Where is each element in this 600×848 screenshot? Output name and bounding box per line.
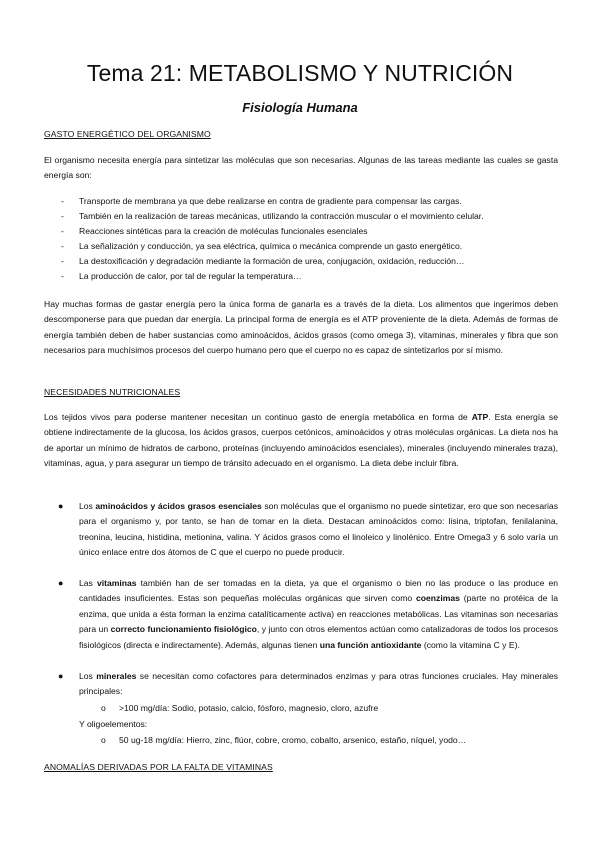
paragraph-nutrition-intro: Los tejidos vivos para poderse mantener necesitan un continuo gasto de energía metabólica en forma de ATP. Esta energía se obtiene indirectamente de la glucosa, los ácidos grasos, cuerpos cetónicos, aminoácidos y otras moléculas orgánicas. La dieta nos ha de aportar un mínimo de hidratos de carbono, proteínas (incluyendo aminoácidos esenciales), minerales (incluyendo minerales traza), vitaminas, agua, y para asegurar un tiempo de tránsito adecuado en el organismo. La dieta debe incluir fibra. xyxy=(44,412,558,469)
list-item: - La señalización y conducción, ya sea eléctrica, química o mecánica comprende un gasto energético. xyxy=(44,239,564,254)
page-subtitle: Fisiología Humana xyxy=(242,100,358,115)
paragraph-energy-closing: Hay muchas formas de gastar energía pero la única forma de ganarla es a través de la dieta. Los alimentos que ingerimos deben descomponerse para que puedan dar energía. La principal forma de energía es el ATP proveniente de la dieta. Además de formas de energía también deben de haber sustancias como aminoácidos, ácidos grasos (como omega 3), vitaminas, minerales y fibra que son necesarios para muchísimos procesos del cuerpo humano pero que el cuerpo no es capaz de sintetizarlos por sí mismo. xyxy=(44,299,558,356)
list-item: - Transporte de membrana ya que debe realizarse en contra de gradiente para compensar las cargas. xyxy=(44,194,564,209)
bullet-minerals: ● Los minerales se necesitan como cofactores para determinados enzimas y para otras funciones cruciales. Hay minerales principales: xyxy=(58,671,558,697)
list-item: - La destoxificación y degradación mediante la formación de urea, conjugación, oxidación, reducción… xyxy=(44,254,564,269)
energy-task-list xyxy=(44,194,564,285)
oligo-label: Y oligoelementos: xyxy=(79,719,148,729)
bullet-vitamins: ● Las vitaminas también han de ser tomadas en la dieta, ya que el organismo o bien no las produce o las produce en cantidades insuficientes. Estas son pequeñas moléculas orgánicas que sirven como coenzimas (parte no protéica de la enzima, que unida a ésta forman la enzima catalíticamente activa) en reacciones metabólicas. Las vitaminas son necesarias para un correcto funcionamiento fisiológico, y junto con otros elementos actúan como catalizadoras de todos los procesos fisiológicos (directa e indirectamente). Además, algunas tienen una función antioxidante (como la vitamina C y E). xyxy=(58,578,559,650)
list-item-trace-minerals: o 50 ug-18 mg/día: Hierro, zinc, flúor, cobre, cromo, cobalto, arsenico, estaño, níquel, yodo… xyxy=(79,733,466,748)
dash-marker: - xyxy=(61,211,64,222)
section-heading-energy: GASTO ENERGÉTICO DEL ORGANISMO xyxy=(44,129,211,139)
section-heading-vitamin-deficiency: ANOMALÍAS DERIVADAS POR LA FALTA DE VITAMINAS xyxy=(44,762,273,772)
bullet-marker: ● xyxy=(58,671,64,681)
bullet-amino-acids: ● Los aminoácidos y ácidos grasos esenciales son moléculas que el organismo no puede sintetizar, ero que son necesarias para el organismo y, por tanto, se han de tomar en la dieta. Destacan aminoácidos como: lisina, triptofan, fenilalanina, treonina, leucina, histidina, metionina, valina. Y ácidos grasos como el linoleico y linolénico. Entre Omega3 y 6 solo varía un único enlace entre dos átomos de C que el cuerpo no puede producir. xyxy=(58,501,558,558)
dash-marker: - xyxy=(61,241,64,252)
paragraph-energy-intro: El organismo necesita energía para sintetizar las moléculas que son necesarias. Algunas de las tareas mediante las cuales se gasta energía son: xyxy=(44,155,558,181)
list-item: - También en la realización de tareas mecánicas, utilizando la contracción muscular o el movimiento celular. xyxy=(44,209,564,224)
bullet-marker: ● xyxy=(58,501,64,511)
list-item-major-minerals: o >100 mg/día: Sodio, potasio, calcio, fósforo, magnesio, cloro, azufre xyxy=(79,701,378,716)
dash-marker: - xyxy=(61,256,64,267)
section-heading-nutrition: NECESIDADES NUTRICIONALES xyxy=(44,387,181,397)
dash-marker: - xyxy=(61,196,64,206)
dash-marker: - xyxy=(61,271,64,282)
dash-marker: - xyxy=(61,226,64,237)
circle-marker: o xyxy=(101,735,106,745)
list-item: - La producción de calor, por tal de regular la temperatura… xyxy=(44,269,564,284)
page-title: Tema 21: METABOLISMO Y NUTRICIÓN xyxy=(86,60,514,86)
bullet-marker: ● xyxy=(58,578,64,588)
list-item: - Reacciones sintéticas para la creación de moléculas funcionales esenciales xyxy=(44,224,564,239)
circle-marker: o xyxy=(101,703,106,713)
